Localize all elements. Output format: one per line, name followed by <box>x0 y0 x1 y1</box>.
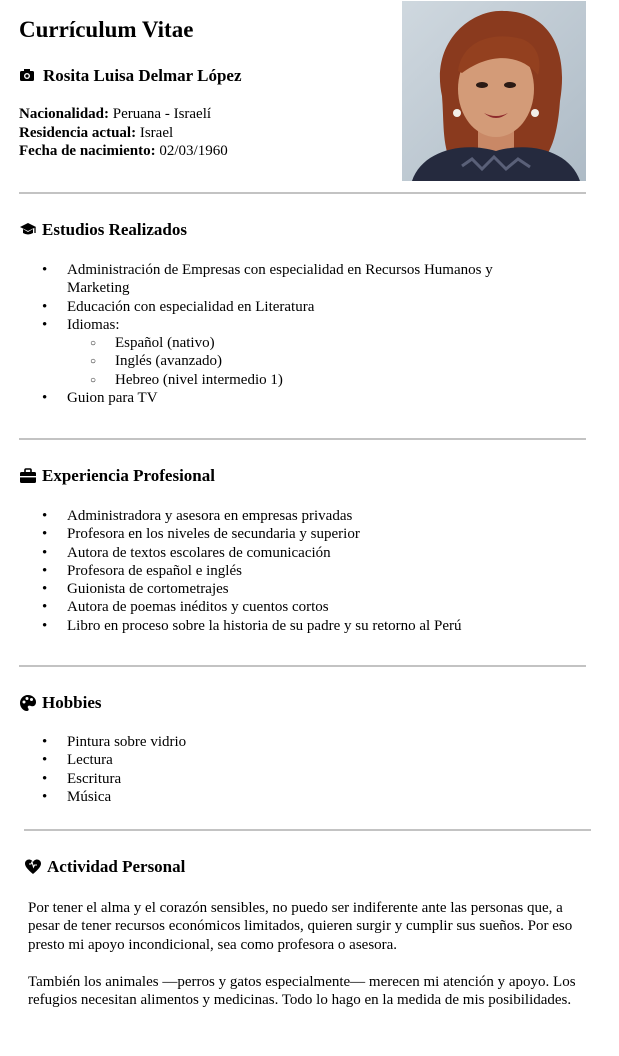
language-item: ○ Español (nativo) <box>67 334 539 352</box>
experience-title: Experiencia Profesional <box>42 466 215 485</box>
list-item: • Guion para TV <box>19 389 539 407</box>
experience-list <box>19 507 559 635</box>
list-item: • Libro en proceso sobre la historia de su padre y su retorno al Perú <box>19 617 559 635</box>
list-item: • Pintura sobre vidrio <box>19 733 419 751</box>
studies-heading <box>19 220 187 240</box>
info-row <box>19 124 228 143</box>
list-item: • Autora de textos escolares de comunicación <box>19 544 559 562</box>
studies-list <box>19 261 539 407</box>
info-label: Nacionalidad: <box>19 106 110 122</box>
personal-paragraph: Por tener el alma y el corazón sensibles, no puedo ser indiferente ante las personas que, a pesar de tener recursos económicos limitados, quieren surgir y cumplir sus sueños. Por eso presto mi apoyo incondicional, sea como profesora o asesora. <box>28 900 573 953</box>
hobbies-title: Hobbies <box>42 693 102 712</box>
personal-title: Actividad Personal <box>47 857 186 876</box>
graduation-cap-icon <box>19 221 37 239</box>
languages-list <box>67 334 539 389</box>
info-label: Residencia actual: <box>19 124 137 141</box>
info-row <box>19 105 228 124</box>
list-item: • Escritura <box>19 770 419 788</box>
list-item: • Profesora en los niveles de secundaria y superior <box>19 525 559 543</box>
list-item: • Administración de Empresas con especialidad en Recursos Humanos y Marketing <box>19 261 539 298</box>
person-name-row <box>19 66 242 86</box>
personal-paragraph: También los animales —perros y gatos especialmente— merecen mi atención y apoyo. Los refugios necesitan alimentos y medicinas. Todo lo hago en la medida de mis posibilidades. <box>28 974 576 1009</box>
info-value: Peruana - Israelí <box>112 106 212 122</box>
personal-heading <box>24 857 185 877</box>
camera-icon <box>19 67 37 85</box>
language-item: ○ Inglés (avanzado) <box>67 352 539 370</box>
divider <box>24 829 591 831</box>
list-item: • Música <box>19 788 419 806</box>
divider <box>19 438 586 440</box>
briefcase-icon <box>19 467 37 485</box>
list-item: • Lectura <box>19 751 419 769</box>
personal-info <box>19 105 228 161</box>
list-item: • Educación con especialidad en Literatura <box>19 298 539 316</box>
divider <box>19 192 586 194</box>
list-item: • Autora de poemas inéditos y cuentos cortos <box>19 598 559 616</box>
list-item <box>19 316 539 389</box>
portrait-photo <box>402 1 586 181</box>
divider <box>19 665 586 667</box>
info-value: Israel <box>139 124 174 141</box>
heart-icon <box>24 858 42 876</box>
info-row <box>19 142 228 161</box>
hobbies-list <box>19 733 419 806</box>
language-item: ○ Hebreo (nivel intermedio 1) <box>67 371 539 389</box>
list-item: • Administradora y asesora en empresas privadas <box>19 507 559 525</box>
hobbies-heading <box>19 693 102 713</box>
experience-heading <box>19 466 215 486</box>
list-item-label: Idiomas: <box>67 316 120 333</box>
list-item: • Guionista de cortometrajes <box>19 580 559 598</box>
studies-title: Estudios Realizados <box>42 220 187 239</box>
palette-icon <box>19 694 37 712</box>
list-item: • Profesora de español e inglés <box>19 562 559 580</box>
info-label: Fecha de nacimiento: <box>19 143 156 159</box>
person-name: Rosita Luisa Delmar López <box>43 66 242 85</box>
page-title: Currículum Vitae <box>19 17 194 42</box>
info-value: 02/03/1960 <box>159 143 228 159</box>
